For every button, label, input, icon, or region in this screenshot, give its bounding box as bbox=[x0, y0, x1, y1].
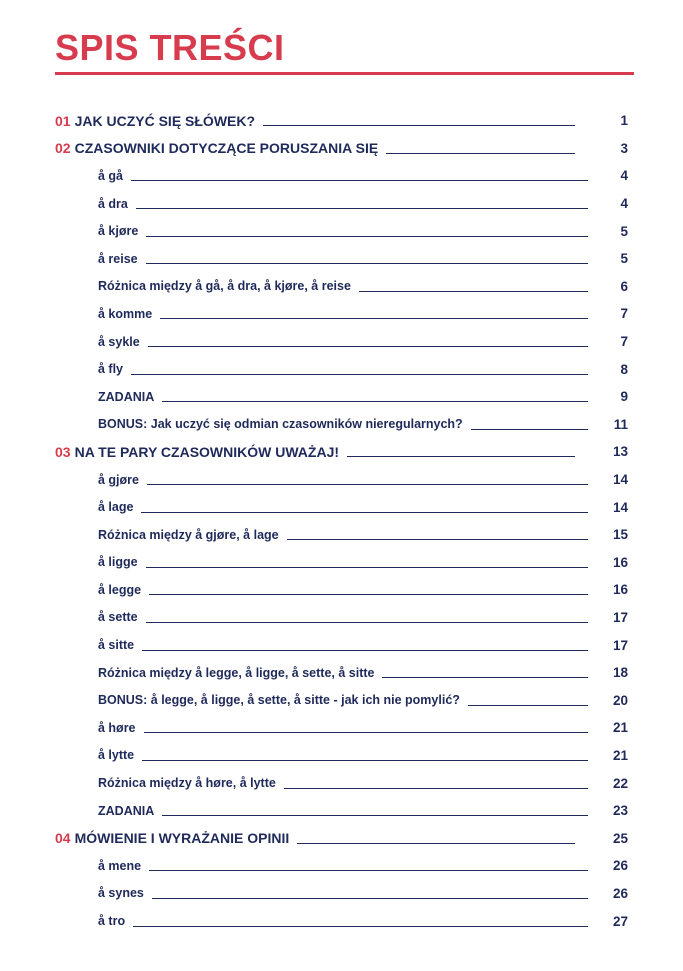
toc-row-content bbox=[98, 169, 600, 183]
toc-entry-row[interactable] bbox=[0, 604, 683, 632]
page-number: 7 bbox=[620, 306, 628, 322]
toc-entry-row[interactable] bbox=[0, 217, 683, 245]
toc-entry-row[interactable] bbox=[0, 852, 683, 880]
entry-title: å dra bbox=[98, 196, 128, 211]
leader-line bbox=[142, 760, 588, 761]
toc-entry-row[interactable] bbox=[0, 355, 683, 383]
toc-chapter-row[interactable] bbox=[0, 107, 683, 135]
leader-line bbox=[142, 650, 588, 651]
toc-row-content bbox=[98, 804, 600, 818]
leader-line bbox=[468, 705, 588, 706]
toc-row-content bbox=[98, 224, 600, 238]
leader-line bbox=[146, 236, 588, 237]
toc-row-content bbox=[98, 859, 600, 873]
toc-entry-row[interactable] bbox=[0, 162, 683, 190]
toc-entry-row[interactable] bbox=[0, 328, 683, 356]
entry-title: å høre bbox=[98, 720, 136, 735]
toc-row-content bbox=[98, 610, 600, 624]
entry-title: å reise bbox=[98, 251, 138, 266]
page-number: 14 bbox=[612, 472, 628, 488]
toc-entry-row[interactable] bbox=[0, 742, 683, 770]
toc-entry-row[interactable] bbox=[0, 300, 683, 328]
toc-row-content bbox=[55, 140, 597, 156]
page-number: 17 bbox=[612, 637, 628, 653]
entry-title: å komme bbox=[98, 306, 153, 321]
entry-title: Różnica między å gå, å dra, å kjøre, å reise bbox=[98, 279, 351, 294]
toc-entry-row[interactable] bbox=[0, 714, 683, 742]
leader-line bbox=[284, 788, 588, 789]
toc-row-content bbox=[98, 307, 600, 321]
entry-title: å gjøre bbox=[98, 472, 139, 487]
toc-row-content bbox=[55, 113, 597, 129]
toc-chapter-row[interactable] bbox=[0, 438, 683, 466]
toc-entry-row[interactable] bbox=[0, 797, 683, 825]
toc-entry-row[interactable] bbox=[0, 907, 683, 935]
page-number: 20 bbox=[612, 692, 628, 708]
toc-row-content bbox=[98, 721, 600, 735]
chapter-title: JAK UCZYĆ SIĘ SŁÓWEK? bbox=[74, 112, 256, 129]
page-number: 21 bbox=[612, 747, 628, 763]
table-of-contents bbox=[0, 107, 683, 935]
leader-line bbox=[297, 843, 575, 844]
leader-line bbox=[359, 291, 588, 292]
toc-entry-row[interactable] bbox=[0, 273, 683, 301]
toc-entry-row[interactable] bbox=[0, 383, 683, 411]
page-number: 17 bbox=[612, 609, 628, 625]
leader-line bbox=[147, 484, 588, 485]
page-number: 3 bbox=[620, 140, 628, 156]
toc-entry-row[interactable] bbox=[0, 190, 683, 218]
page-number: 26 bbox=[612, 885, 628, 901]
toc-row-content bbox=[98, 473, 600, 487]
entry-title: å sitte bbox=[98, 638, 135, 653]
leader-line bbox=[136, 208, 588, 209]
toc-row-content bbox=[98, 693, 600, 707]
toc-row-content bbox=[98, 362, 600, 376]
toc-row-content bbox=[98, 583, 600, 597]
page-number: 15 bbox=[612, 527, 628, 543]
toc-row-content bbox=[98, 555, 600, 569]
toc-chapter-row[interactable] bbox=[0, 824, 683, 852]
toc-entry-row[interactable] bbox=[0, 686, 683, 714]
leader-line bbox=[162, 401, 588, 402]
page-number: 13 bbox=[612, 444, 628, 460]
page-number: 16 bbox=[612, 554, 628, 570]
toc-entry-row[interactable] bbox=[0, 659, 683, 687]
entry-title: å sykle bbox=[98, 334, 140, 349]
page-number: 18 bbox=[612, 665, 628, 681]
title-underline bbox=[55, 72, 634, 75]
leader-line bbox=[141, 512, 588, 513]
page-number: 9 bbox=[620, 389, 628, 405]
leader-line bbox=[386, 153, 575, 154]
entry-title: å tro bbox=[98, 914, 126, 929]
page-number: 22 bbox=[612, 775, 628, 791]
toc-row-content bbox=[98, 914, 600, 928]
page-number: 7 bbox=[620, 334, 628, 350]
toc-entry-row[interactable] bbox=[0, 769, 683, 797]
page-number: 25 bbox=[612, 830, 628, 846]
toc-entry-row[interactable] bbox=[0, 880, 683, 908]
leader-line bbox=[144, 732, 588, 733]
toc-row-content bbox=[98, 279, 600, 293]
toc-row-content bbox=[98, 638, 600, 652]
page-number: 16 bbox=[612, 582, 628, 598]
page-number: 5 bbox=[620, 251, 628, 267]
leader-line bbox=[146, 622, 588, 623]
page-number: 23 bbox=[612, 803, 628, 819]
toc-row-content bbox=[98, 500, 600, 514]
toc-row-content bbox=[98, 528, 600, 542]
entry-title: å lytte bbox=[98, 748, 135, 763]
toc-entry-row[interactable] bbox=[0, 245, 683, 273]
page-number: 21 bbox=[612, 720, 628, 736]
toc-entry-row[interactable] bbox=[0, 411, 683, 439]
chapter-number: 01 bbox=[55, 112, 71, 129]
leader-line bbox=[347, 456, 575, 457]
toc-entry-row[interactable] bbox=[0, 466, 683, 494]
toc-row-content bbox=[98, 335, 600, 349]
entry-title: å synes bbox=[98, 886, 144, 901]
entry-title: å gå bbox=[98, 168, 124, 183]
entry-title: å sette bbox=[98, 610, 138, 625]
entry-title: BONUS: å legge, å ligge, å sette, å sitte - jak ich nie pomylić? bbox=[98, 693, 460, 708]
entry-title: ZADANIA bbox=[98, 803, 155, 818]
leader-line bbox=[160, 318, 588, 319]
chapter-title: MÓWIENIE I WYRAŻANIE OPINII bbox=[74, 830, 290, 847]
toc-entry-row[interactable] bbox=[0, 493, 683, 521]
page-number: 4 bbox=[620, 168, 628, 184]
entry-title: å ligge bbox=[98, 555, 138, 570]
chapter-number: 02 bbox=[55, 140, 71, 157]
entry-title: ZADANIA bbox=[98, 389, 155, 404]
entry-title: å kjøre bbox=[98, 224, 139, 239]
leader-line bbox=[287, 539, 588, 540]
toc-entry-row[interactable] bbox=[0, 521, 683, 549]
toc-row-content bbox=[98, 886, 600, 900]
leader-line bbox=[146, 263, 588, 264]
toc-chapter-row[interactable] bbox=[0, 135, 683, 163]
leader-line bbox=[471, 429, 588, 430]
page-number: 6 bbox=[620, 278, 628, 294]
entry-title: å legge bbox=[98, 582, 142, 597]
toc-entry-row[interactable] bbox=[0, 631, 683, 659]
page-number: 14 bbox=[612, 499, 628, 515]
page-number: 1 bbox=[620, 113, 628, 129]
leader-line bbox=[131, 374, 588, 375]
toc-row-content bbox=[55, 444, 597, 460]
toc-row-content bbox=[98, 417, 600, 431]
leader-line bbox=[146, 567, 588, 568]
leader-line bbox=[263, 125, 575, 126]
toc-row-content bbox=[98, 666, 600, 680]
page-number: 5 bbox=[620, 223, 628, 239]
leader-line bbox=[149, 594, 588, 595]
toc-row-content bbox=[98, 390, 600, 404]
leader-line bbox=[152, 898, 588, 899]
chapter-number: 04 bbox=[55, 830, 71, 847]
chapter-title: CZASOWNIKI DOTYCZĄCE PORUSZANIA SIĘ bbox=[74, 140, 379, 157]
page-number: 8 bbox=[620, 361, 628, 377]
entry-title: Różnica między å gjøre, å lage bbox=[98, 527, 279, 542]
entry-title: å mene bbox=[98, 858, 142, 873]
entry-title: Różnica między å legge, å ligge, å sette, å sitte bbox=[98, 665, 375, 680]
leader-line bbox=[162, 815, 588, 816]
page-number: 11 bbox=[613, 416, 628, 432]
leader-line bbox=[131, 180, 588, 181]
toc-row-content bbox=[98, 776, 600, 790]
leader-line bbox=[149, 870, 588, 871]
entry-title: Różnica między å høre, å lytte bbox=[98, 776, 276, 791]
toc-row-content bbox=[55, 830, 597, 846]
page-number: 27 bbox=[612, 913, 628, 929]
entry-title: å lage bbox=[98, 500, 134, 515]
leader-line bbox=[148, 346, 588, 347]
chapter-title: NA TE PARY CZASOWNIKÓW UWAŻAJ! bbox=[74, 443, 340, 460]
page-number: 26 bbox=[612, 858, 628, 874]
leader-line bbox=[382, 677, 588, 678]
entry-title: å fly bbox=[98, 362, 124, 377]
page-title: SPIS TREŚCI bbox=[55, 27, 285, 68]
toc-row-content bbox=[98, 748, 600, 762]
toc-row-content bbox=[98, 197, 600, 211]
leader-line bbox=[133, 926, 588, 927]
entry-title: BONUS: Jak uczyć się odmian czasowników nieregularnych? bbox=[98, 417, 463, 432]
chapter-number: 03 bbox=[55, 443, 71, 460]
toc-row-content bbox=[98, 252, 600, 266]
toc-entry-row[interactable] bbox=[0, 549, 683, 577]
page-number: 4 bbox=[620, 196, 628, 212]
toc-entry-row[interactable] bbox=[0, 576, 683, 604]
